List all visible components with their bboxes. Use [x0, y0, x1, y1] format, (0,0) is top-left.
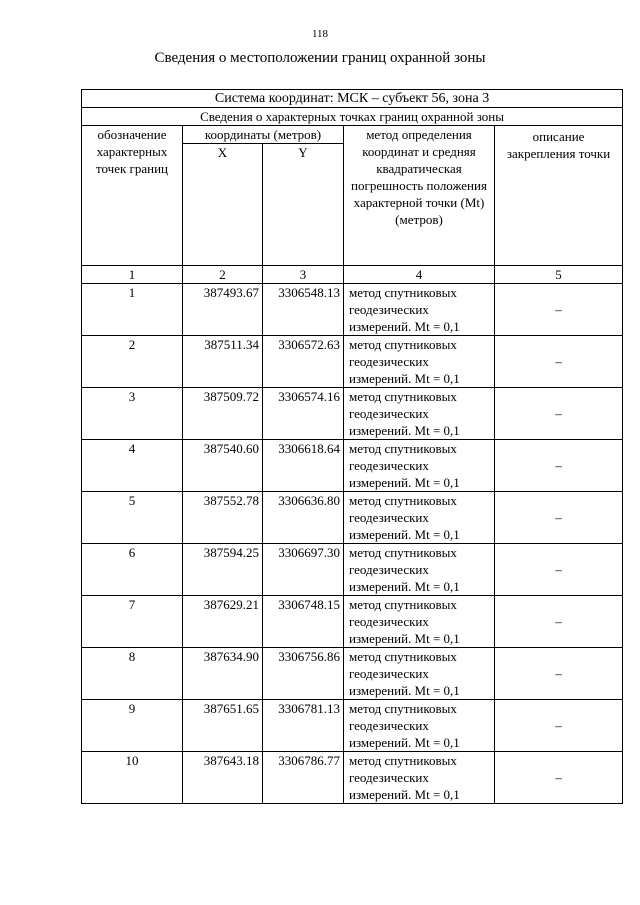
header-row-1 — [82, 126, 623, 144]
table-row — [82, 336, 623, 388]
x-coordinate: 387634.90 — [183, 648, 263, 700]
table-subtitle-row — [82, 108, 623, 126]
fixing-description: – — [495, 648, 623, 700]
table-subtitle: Сведения о характерных точках границ охранной зоны — [82, 108, 623, 126]
x-coordinate: 387643.18 — [183, 752, 263, 804]
fixing-description: – — [495, 700, 623, 752]
column-number: 2 — [183, 266, 263, 284]
x-coordinate: 387493.67 — [183, 284, 263, 336]
method-description: метод спутниковых геодезических измерений. Mt = 0,1 — [344, 388, 495, 440]
column-number: 3 — [263, 266, 344, 284]
y-coordinate: 3306748.15 — [263, 596, 344, 648]
x-coordinate: 387509.72 — [183, 388, 263, 440]
header-coordinates: координаты (метров) — [183, 126, 344, 144]
fixing-description: – — [495, 440, 623, 492]
table-row — [82, 648, 623, 700]
point-number: 6 — [82, 544, 183, 596]
method-description: метод спутниковых геодезических измерений. Mt = 0,1 — [344, 284, 495, 336]
header-method: метод определения координат и средняя квадратическая погрешность положения характерной точки (Mt) (метров) — [344, 126, 495, 266]
x-coordinate: 387511.34 — [183, 336, 263, 388]
y-coordinate: 3306574.16 — [263, 388, 344, 440]
table-row — [82, 440, 623, 492]
point-number: 1 — [82, 284, 183, 336]
point-number: 10 — [82, 752, 183, 804]
point-number: 2 — [82, 336, 183, 388]
fixing-description: – — [495, 492, 623, 544]
method-description: метод спутниковых геодезических измерений. Mt = 0,1 — [344, 440, 495, 492]
method-description: метод спутниковых геодезических измерений. Mt = 0,1 — [344, 492, 495, 544]
table-row — [82, 700, 623, 752]
fixing-description: – — [495, 336, 623, 388]
method-description: метод спутниковых геодезических измерений. Mt = 0,1 — [344, 700, 495, 752]
table-row — [82, 752, 623, 804]
table-row — [82, 388, 623, 440]
method-description: метод спутниковых геодезических измерений. Mt = 0,1 — [344, 336, 495, 388]
point-number: 4 — [82, 440, 183, 492]
y-coordinate: 3306618.64 — [263, 440, 344, 492]
x-coordinate: 387540.60 — [183, 440, 263, 492]
x-coordinate: 387629.21 — [183, 596, 263, 648]
header-description: описание закрепления точки — [495, 126, 623, 266]
coordinate-system-row — [82, 90, 623, 108]
method-description: метод спутниковых геодезических измерений. Mt = 0,1 — [344, 544, 495, 596]
header-point: обозначение характерных точек границ — [82, 126, 183, 266]
point-number: 7 — [82, 596, 183, 648]
column-number-row — [82, 266, 623, 284]
document-title: Сведения о местоположении границ охранной зоны — [154, 50, 486, 66]
y-coordinate: 3306572.63 — [263, 336, 344, 388]
x-coordinate: 387594.25 — [183, 544, 263, 596]
method-description: метод спутниковых геодезических измерений. Mt = 0,1 — [344, 752, 495, 804]
table-row — [82, 284, 623, 336]
coordinate-system: Система координат: МСК – субъект 56, зона 3 — [82, 90, 623, 108]
table-row — [82, 596, 623, 648]
column-number: 4 — [344, 266, 495, 284]
x-coordinate: 387651.65 — [183, 700, 263, 752]
header-y: Y — [263, 144, 344, 266]
column-number: 5 — [495, 266, 623, 284]
point-number: 8 — [82, 648, 183, 700]
fixing-description: – — [495, 752, 623, 804]
point-number: 5 — [82, 492, 183, 544]
table-row — [82, 544, 623, 596]
fixing-description: – — [495, 596, 623, 648]
fixing-description: – — [495, 284, 623, 336]
point-number: 3 — [82, 388, 183, 440]
boundary-points-table — [81, 89, 623, 804]
y-coordinate: 3306697.30 — [263, 544, 344, 596]
y-coordinate: 3306781.13 — [263, 700, 344, 752]
method-description: метод спутниковых геодезических измерений. Mt = 0,1 — [344, 648, 495, 700]
y-coordinate: 3306786.77 — [263, 752, 344, 804]
y-coordinate: 3306548.13 — [263, 284, 344, 336]
header-x: X — [183, 144, 263, 266]
x-coordinate: 387552.78 — [183, 492, 263, 544]
fixing-description: – — [495, 388, 623, 440]
method-description: метод спутниковых геодезических измерений. Mt = 0,1 — [344, 596, 495, 648]
y-coordinate: 3306756.86 — [263, 648, 344, 700]
y-coordinate: 3306636.80 — [263, 492, 344, 544]
page-number: 118 — [311, 28, 329, 40]
point-number: 9 — [82, 700, 183, 752]
table-row — [82, 492, 623, 544]
column-number: 1 — [82, 266, 183, 284]
fixing-description: – — [495, 544, 623, 596]
